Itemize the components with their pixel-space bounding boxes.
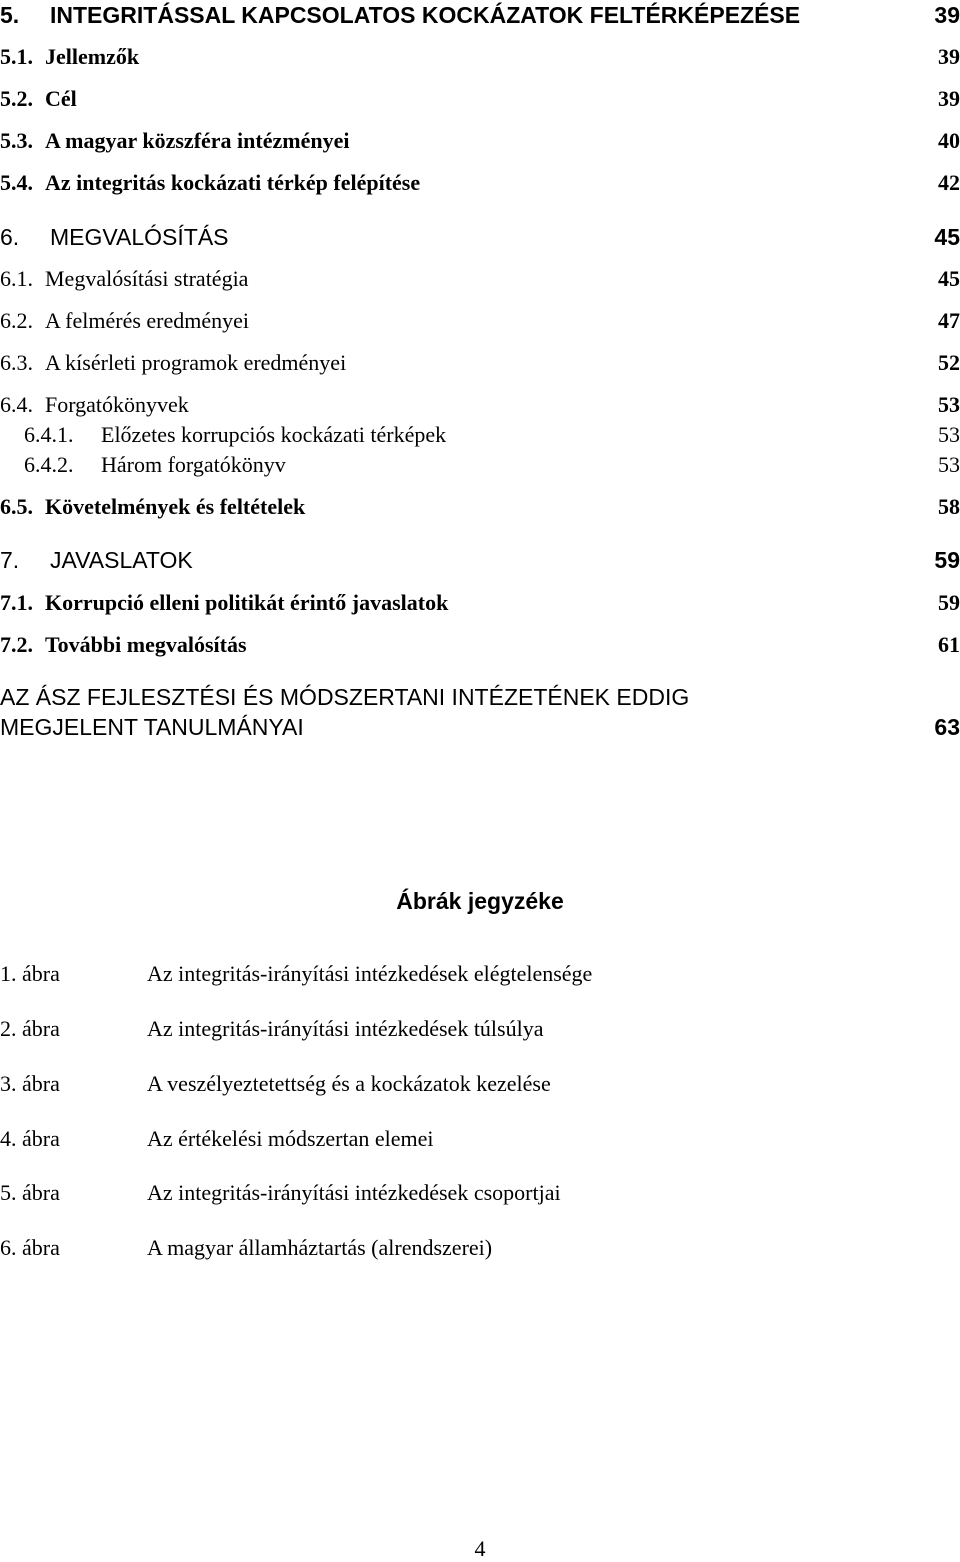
toc-page-number: 45: [934, 223, 960, 250]
toc-label: Jellemzők: [45, 44, 140, 69]
toc-entry-7-2[interactable]: [0, 630, 960, 660]
figure-number: 2. ábra: [0, 1016, 60, 1041]
toc-page-number: 53: [938, 422, 960, 447]
toc-label: A magyar közszféra intézményei: [45, 128, 350, 153]
figure-caption: A veszélyeztetettség és a kockázatok kezelése: [147, 1071, 551, 1096]
toc-number: 6.3.: [0, 350, 33, 375]
figure-list-item-1[interactable]: [0, 959, 960, 989]
toc-number: 7.2.: [0, 632, 33, 657]
toc-number: 7.: [0, 546, 20, 573]
toc-number: 5.4.: [0, 170, 33, 195]
figure-number: 3. ábra: [0, 1071, 60, 1096]
toc-entry-5-3[interactable]: [0, 126, 960, 156]
toc-label: Forgatókönyvek: [45, 392, 189, 417]
toc-entry-appendix[interactable]: [0, 682, 960, 742]
toc-page-number: 39: [938, 86, 960, 111]
toc-page-number: 59: [938, 590, 960, 615]
toc-page-number: 52: [938, 350, 960, 375]
figure-list-item-4[interactable]: [0, 1124, 960, 1154]
toc-number: 6.5.: [0, 494, 33, 519]
figure-list-item-2[interactable]: [0, 1014, 960, 1044]
toc-entry-6-4-1[interactable]: [0, 420, 960, 450]
toc-label: Megvalósítási stratégia: [45, 266, 249, 291]
toc-number: 5.2.: [0, 86, 33, 111]
toc-page-number: 40: [938, 128, 960, 153]
toc-entry-7-1[interactable]: [0, 588, 960, 618]
toc-label: Három forgatókönyv: [101, 452, 286, 477]
appendix-page-number: 63: [934, 714, 960, 740]
toc-number: 7.1.: [0, 590, 33, 615]
figure-list-item-6[interactable]: [0, 1233, 960, 1263]
figure-caption: Az integritás-irányítási intézkedések csoportjai: [147, 1180, 561, 1205]
toc-page-number: 58: [938, 494, 960, 519]
toc-entry-5-4[interactable]: [0, 168, 960, 198]
toc-page-number: 42: [938, 170, 960, 195]
toc-entry-5-2[interactable]: [0, 84, 960, 114]
figure-list-item-5[interactable]: [0, 1178, 960, 1208]
toc-label: JAVASLATOK: [50, 546, 193, 573]
toc-entry-7[interactable]: [0, 545, 960, 575]
toc-entry-5[interactable]: [0, 0, 960, 30]
figure-list-item-3[interactable]: [0, 1069, 960, 1099]
figures-heading: Ábrák jegyzéke: [396, 888, 564, 914]
toc-entry-6[interactable]: [0, 222, 960, 252]
toc-number: 6.1.: [0, 266, 33, 291]
toc-entry-6-5[interactable]: [0, 492, 960, 522]
toc-label: MEGVALÓSÍTÁS: [50, 223, 229, 250]
figure-caption: A magyar államháztartás (alrendszerei): [147, 1235, 493, 1260]
figure-number: 4. ábra: [0, 1126, 60, 1151]
toc-label: Az integritás kockázati térkép felépítése: [45, 170, 421, 195]
figure-caption: Az integritás-irányítási intézkedések túlsúlya: [147, 1016, 544, 1041]
toc-page-number: 59: [934, 546, 960, 573]
page-number: 4: [474, 1536, 486, 1561]
toc-label: Cél: [45, 86, 77, 111]
toc-entry-5-1[interactable]: [0, 42, 960, 72]
toc-entry-6-2[interactable]: [0, 306, 960, 336]
toc-number: 5.: [0, 1, 20, 28]
toc-label: Korrupció elleni politikát érintő javaslatok: [45, 590, 449, 615]
toc-number: 6.4.2.: [24, 452, 74, 477]
toc-number: 5.3.: [0, 128, 33, 153]
toc-page-number: 61: [938, 632, 960, 657]
toc-page-number: 39: [938, 44, 960, 69]
toc-entry-6-4[interactable]: [0, 390, 960, 420]
figure-number: 5. ábra: [0, 1180, 60, 1205]
figure-caption: Az integritás-irányítási intézkedések elégtelensége: [147, 961, 593, 986]
figure-caption: Az értékelési módszertan elemei: [147, 1126, 434, 1151]
toc-page-number: 53: [938, 452, 960, 477]
figure-number: 1. ábra: [0, 961, 60, 986]
toc-number: 6.: [0, 223, 20, 250]
figure-number: 6. ábra: [0, 1235, 60, 1260]
toc-page-number: 39: [934, 1, 960, 28]
toc-label: A kísérleti programok eredményei: [45, 350, 347, 375]
appendix-title-line2: MEGJELENT TANULMÁNYAI: [0, 714, 304, 740]
toc-label: További megvalósítás: [45, 632, 247, 657]
toc-label: Előzetes korrupciós kockázati térképek: [101, 422, 447, 447]
toc-number: 6.4.: [0, 392, 33, 417]
toc-label: A felmérés eredményei: [45, 308, 250, 333]
appendix-title-line1: AZ ÁSZ FEJLESZTÉSI ÉS MÓDSZERTANI INTÉZETÉNEK EDDIG: [0, 684, 690, 710]
toc-page-number: 45: [938, 266, 960, 291]
toc-number: 5.1.: [0, 44, 33, 69]
toc-entry-6-4-2[interactable]: [0, 450, 960, 480]
toc-entry-6-3[interactable]: [0, 348, 960, 378]
toc-page-number: 53: [938, 392, 960, 417]
toc-label: INTEGRITÁSSAL KAPCSOLATOS KOCKÁZATOK FELTÉRKÉPEZÉSE: [50, 1, 801, 28]
toc-entry-6-1[interactable]: [0, 264, 960, 294]
toc-page-number: 47: [938, 308, 960, 333]
toc-number: 6.2.: [0, 308, 33, 333]
toc-number: 6.4.1.: [24, 422, 74, 447]
toc-label: Követelmények és feltételek: [45, 494, 306, 519]
